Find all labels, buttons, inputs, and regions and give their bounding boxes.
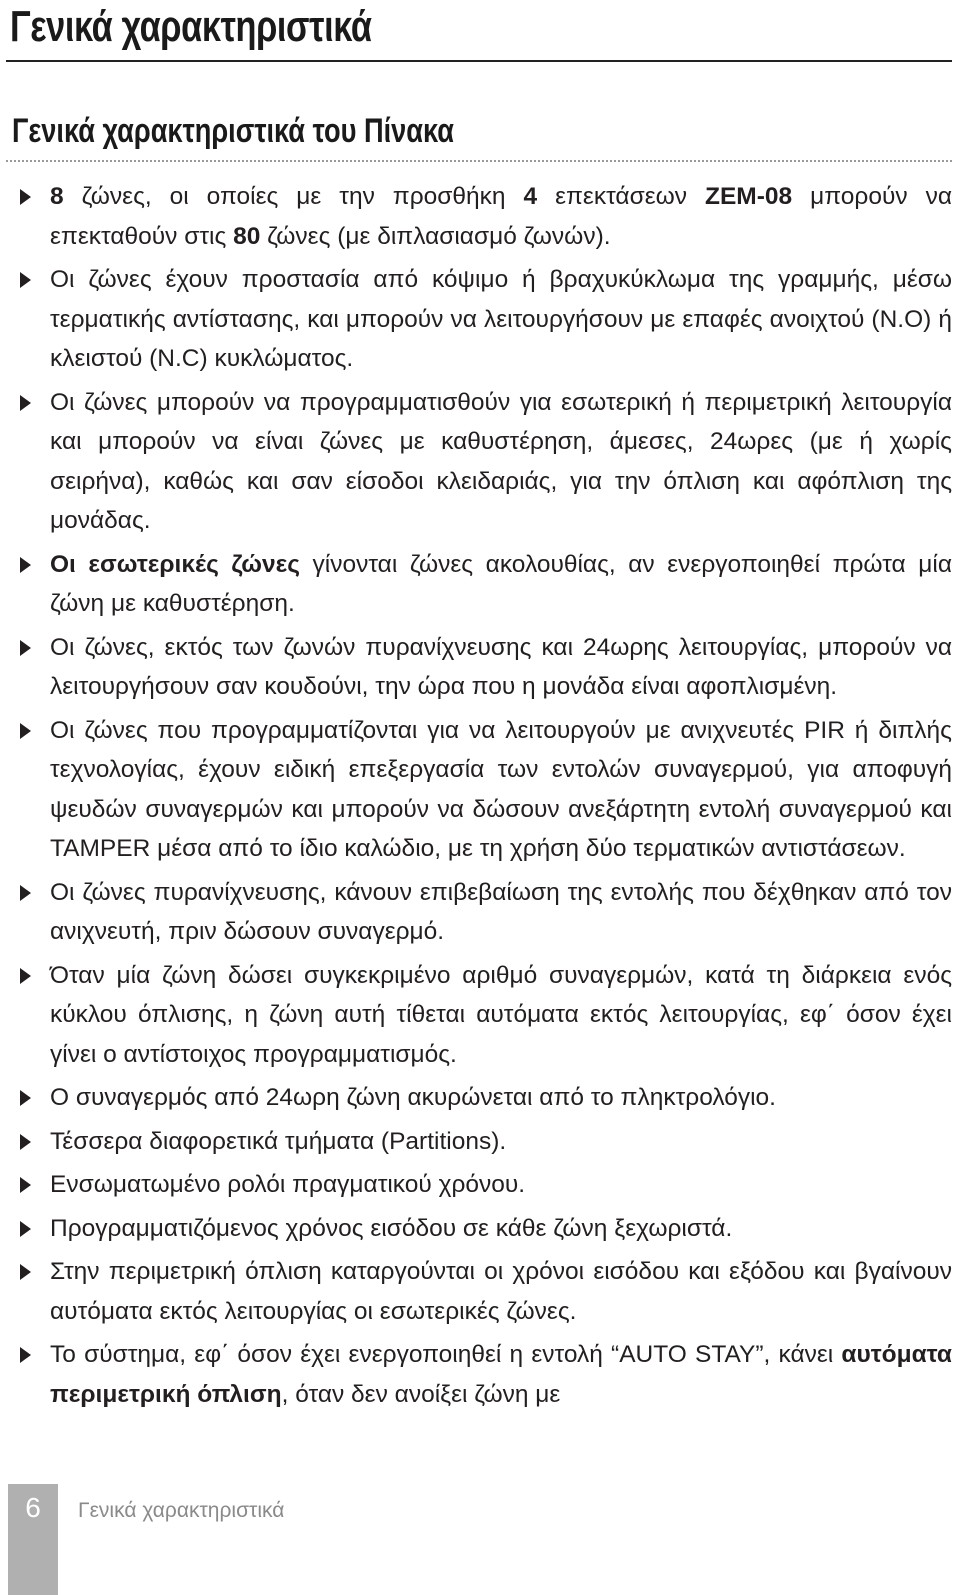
feature-text-bold: 80 (233, 222, 261, 250)
feature-text: Ενσωματωμένο ρολόι πραγματικού χρόνου. (50, 1171, 526, 1198)
feature-text: Στην περιμετρική όπλιση καταργούνται οι χρόνοι εισόδου και εξόδου και βγαίνουν αυτόματα εκτός λειτουργίας οι εσωτερικές ζώνες. (50, 1258, 952, 1325)
feature-text: Οι ζώνες μπορούν να προγραμματισθούν για εσωτερική ή περιμετρική λειτουργία και μπορούν να είναι ζώνες με καθυστέρηση, άμεσες, 24ωρες (με ή χωρίς σειρήνα), καθώς και σαν είσοδοι κλειδαριάς, για την όπλιση και αφόπλιση της μονάδας. (50, 388, 952, 534)
section-divider (6, 160, 952, 162)
triangle-bullet-icon (20, 1177, 31, 1193)
feature-text: Τέσσερα διαφορετικά τμήματα (Partitions). (50, 1127, 507, 1155)
feature-item (0, 1252, 960, 1331)
feature-item (0, 545, 960, 624)
triangle-bullet-icon (20, 968, 31, 984)
feature-item (0, 177, 960, 256)
triangle-bullet-icon (20, 1347, 31, 1363)
triangle-bullet-icon (20, 723, 31, 739)
triangle-bullet-icon (20, 885, 31, 901)
feature-text: ζώνες (με διπλασιασμό ζωνών). (260, 222, 611, 250)
triangle-bullet-icon (20, 395, 31, 411)
feature-text-bold: ZEM-08 (705, 183, 793, 210)
feature-text: Ο συναγερμός από 24ωρη ζώνη ακυρώνεται από το πληκτρολόγιο. (50, 1084, 776, 1111)
feature-item (0, 711, 960, 869)
feature-text: Οι ζώνες έχουν προστασία από κόψιμο ή βραχυκύκλωμα της γραμμής, μέσω τερματικής αντίστασης, και μπορούν να λειτουργήσουν με επαφές ανοιχτού (N.O) ή κλειστού (N.C) κυκλώματος. (50, 266, 952, 372)
page-number: 6 (25, 1492, 41, 1523)
feature-item (0, 383, 960, 541)
feature-text: επεκτάσεων (537, 183, 705, 210)
feature-item (0, 956, 960, 1075)
section-heading: Γενικά χαρακτηριστικά του Πίνακα (12, 112, 454, 150)
feature-item (0, 1335, 960, 1414)
feature-text: Προγραμματιζόμενος χρόνος εισόδου σε κάθε ζώνη ξεχωριστά. (50, 1214, 733, 1242)
triangle-bullet-icon (20, 557, 31, 573)
feature-text-bold: 8 (50, 183, 64, 210)
feature-item (0, 628, 960, 707)
triangle-bullet-icon (20, 1264, 31, 1280)
feature-text: Οι ζώνες που προγραμματίζονται για να λειτουργούν με ανιχνευτές PIR ή διπλής τεχνολογίας, έχουν ειδική επεξεργασία των εντολών συναγερμού, για αποφυγή ψευδών συναγερμών και μπορούν να δώσουν ανεξάρτητη εντολή συναγερμού και TAMPER μέσα από το ίδιο καλώδιο, με τη χρήση δύο τερματικών αντιστάσεων. (50, 716, 952, 862)
feature-text: Όταν μία ζώνη δώσει συγκεκριμένο αριθμό συναγερμών, κατά τη διάρκεια ενός κύκλου όπλισης, η ζώνη αυτή τίθεται αυτόματα εκτός λειτουργίας, εφ΄ όσον έχει γίνει ο αντίστοιχος προγραμματισμός. (50, 961, 952, 1068)
feature-text: Οι ζώνες πυρανίχνευσης, κάνουν επιβεβαίωση της εντολής που δέχθηκαν από τον ανιχνευτή, πριν δώσουν συναγερμό. (50, 878, 952, 945)
feature-text-bold: 4 (523, 183, 538, 210)
feature-text: , όταν δεν ανοίξει ζώνη με (281, 1380, 561, 1408)
triangle-bullet-icon (20, 189, 31, 205)
feature-text-bold: αυτόματα περιμετρική όπλιση (50, 1341, 952, 1408)
feature-item (0, 1122, 960, 1162)
page-title: Γενικά χαρακτηριστικά (10, 2, 372, 51)
triangle-bullet-icon (20, 1221, 31, 1237)
footer-section-label: Γενικά χαρακτηριστικά (78, 1499, 285, 1522)
feature-text: μπορούν να επεκταθούν στις (50, 183, 952, 250)
triangle-bullet-icon (20, 272, 31, 288)
feature-text: γίνονται ζώνες ακολουθίας, αν ενεργοποιηθεί πρώτα μία ζώνη με καθυστέρηση. (50, 550, 952, 617)
feature-item (0, 1078, 960, 1118)
triangle-bullet-icon (20, 640, 31, 656)
triangle-bullet-icon (20, 1090, 31, 1106)
feature-text: ζώνες, οι οποίες με την προσθήκη (63, 183, 524, 210)
feature-text: Οι ζώνες, εκτός των ζωνών πυρανίχνευσης και 24ωρης λειτουργίας, μπορούν να λειτουργήσουν σαν κουδούνι, την ώρα που η μονάδα είναι αφοπλισμένη. (50, 633, 952, 700)
feature-text: Το σύστημα, εφ΄ όσον έχει ενεργοποιηθεί η εντολή “AUTO STAY”, κάνει (50, 1341, 842, 1368)
triangle-bullet-icon (20, 1134, 31, 1150)
title-divider (6, 60, 952, 62)
feature-item (0, 1209, 960, 1249)
feature-text-bold: Οι εσωτερικές ζώνες (50, 550, 300, 578)
feature-item (0, 1165, 960, 1205)
feature-list (0, 177, 960, 1418)
feature-item (0, 260, 960, 379)
feature-item (0, 873, 960, 952)
